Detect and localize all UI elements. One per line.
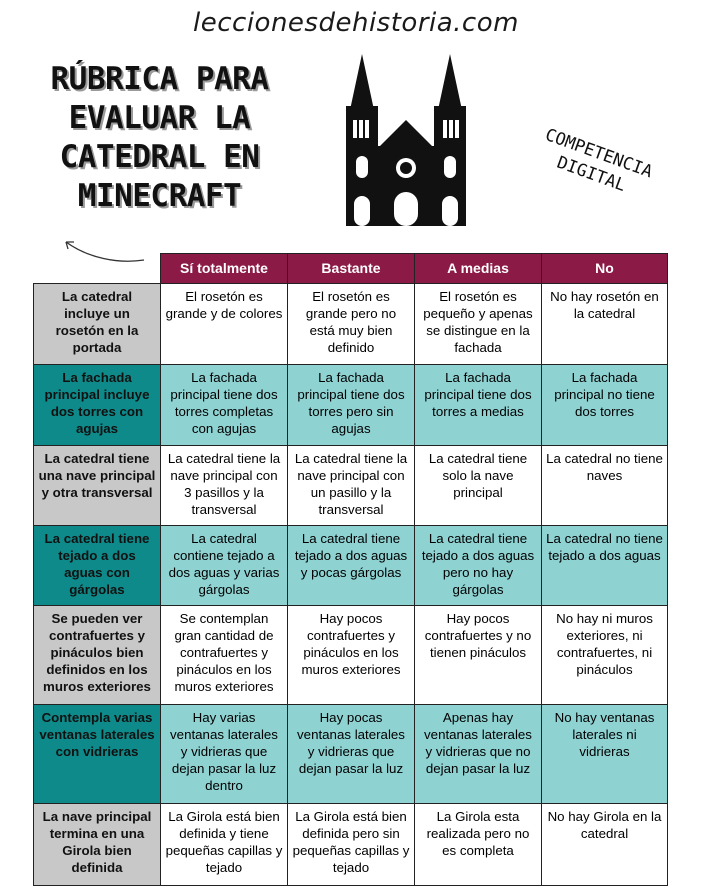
- table-row: [34, 804, 668, 886]
- header-bastante: Bastante: [288, 254, 415, 284]
- table-cell: El rosetón es pequeño y apenas se distingue en la fachada: [415, 284, 542, 365]
- table-row: [34, 705, 668, 804]
- table-cell: La catedral tiene solo la nave principal: [415, 446, 542, 526]
- table-cell: La catedral tiene tejado a dos aguas pero no hay gárgolas: [415, 526, 542, 606]
- table-cell: Hay pocas ventanas laterales y vidrieras que dejan pasar la luz: [288, 705, 415, 804]
- table-cell: La fachada principal no tiene dos torres: [542, 365, 668, 446]
- page-title: RÚBRICA PARA EVALUAR LA CATEDRAL EN MINECRAFT: [50, 61, 269, 214]
- table-cell: La catedral tiene la nave principal con un pasillo y la transversal: [288, 446, 415, 526]
- rubric-table: [33, 253, 668, 886]
- cathedral-icon: [336, 50, 476, 226]
- table-cell: Se contemplan gran cantidad de contrafuertes y pináculos en los muros exteriores: [161, 606, 288, 705]
- table-row: [34, 365, 668, 446]
- criterion-cell: Contempla varias ventanas laterales con vidrieras: [34, 705, 161, 804]
- table-cell: La catedral no tiene naves: [542, 446, 668, 526]
- table-cell: Hay pocos contrafuertes y no tienen pináculos: [415, 606, 542, 705]
- table-cell: No hay ventanas laterales ni vidrieras: [542, 705, 668, 804]
- table-row: [34, 606, 668, 705]
- table-cell: La Girola está bien definida pero sin pequeñas capillas y tejado: [288, 804, 415, 886]
- header-no: No: [542, 254, 668, 284]
- table-cell: La fachada principal tiene dos torres completas con agujas: [161, 365, 288, 446]
- table-row: [34, 446, 668, 526]
- table-cell: Hay pocos contrafuertes y pináculos en los muros exteriores: [288, 606, 415, 705]
- table-row: [34, 526, 668, 606]
- table-cell: La catedral tiene tejado a dos aguas y pocas gárgolas: [288, 526, 415, 606]
- table-header-row: [34, 254, 668, 284]
- criterion-cell: La fachada principal incluye dos torres con agujas: [34, 365, 161, 446]
- table-cell: Apenas hay ventanas laterales y vidrieras que no dejan pasar la luz: [415, 705, 542, 804]
- table-cell: La Girola esta realizada pero no es completa: [415, 804, 542, 886]
- header-si-totalmente: Sí totalmente: [161, 254, 288, 284]
- table-cell: La catedral contiene tejado a dos aguas y varias gárgolas: [161, 526, 288, 606]
- site-url: leccionesdehistoria.com: [193, 8, 519, 38]
- table-cell: La catedral tiene la nave principal con 3 pasillos y la transversal: [161, 446, 288, 526]
- competencia-digital-label: COMPETENCIA DIGITAL: [542, 125, 656, 196]
- criterion-cell: Se pueden ver contrafuertes y pináculos bien definidos en los muros exteriores: [34, 606, 161, 705]
- table-cell: No hay rosetón en la catedral: [542, 284, 668, 365]
- header-blank: [34, 254, 161, 284]
- table-cell: No hay Girola en la catedral: [542, 804, 668, 886]
- table-cell: La fachada principal tiene dos torres pero sin agujas: [288, 365, 415, 446]
- criterion-cell: La nave principal termina en una Girola bien definida: [34, 804, 161, 886]
- table-cell: El rosetón es grande pero no está muy bien definido: [288, 284, 415, 365]
- table-cell: El rosetón es grande y de colores: [161, 284, 288, 365]
- table-row: [34, 284, 668, 365]
- criterion-cell: La catedral tiene tejado a dos aguas con gárgolas: [34, 526, 161, 606]
- table-cell: La catedral no tiene tejado a dos aguas: [542, 526, 668, 606]
- table-cell: No hay ni muros exteriores, ni contrafuertes, ni pináculos: [542, 606, 668, 705]
- criterion-cell: La catedral incluye un rosetón en la portada: [34, 284, 161, 365]
- table-cell: La fachada principal tiene dos torres a medias: [415, 365, 542, 446]
- table-cell: La Girola está bien definida y tiene pequeñas capillas y tejado: [161, 804, 288, 886]
- table-cell: Hay varias ventanas laterales y vidrieras que dejan pasar la luz dentro: [161, 705, 288, 804]
- criterion-cell: La catedral tiene una nave principal y otra transversal: [34, 446, 161, 526]
- header-a-medias: A medias: [415, 254, 542, 284]
